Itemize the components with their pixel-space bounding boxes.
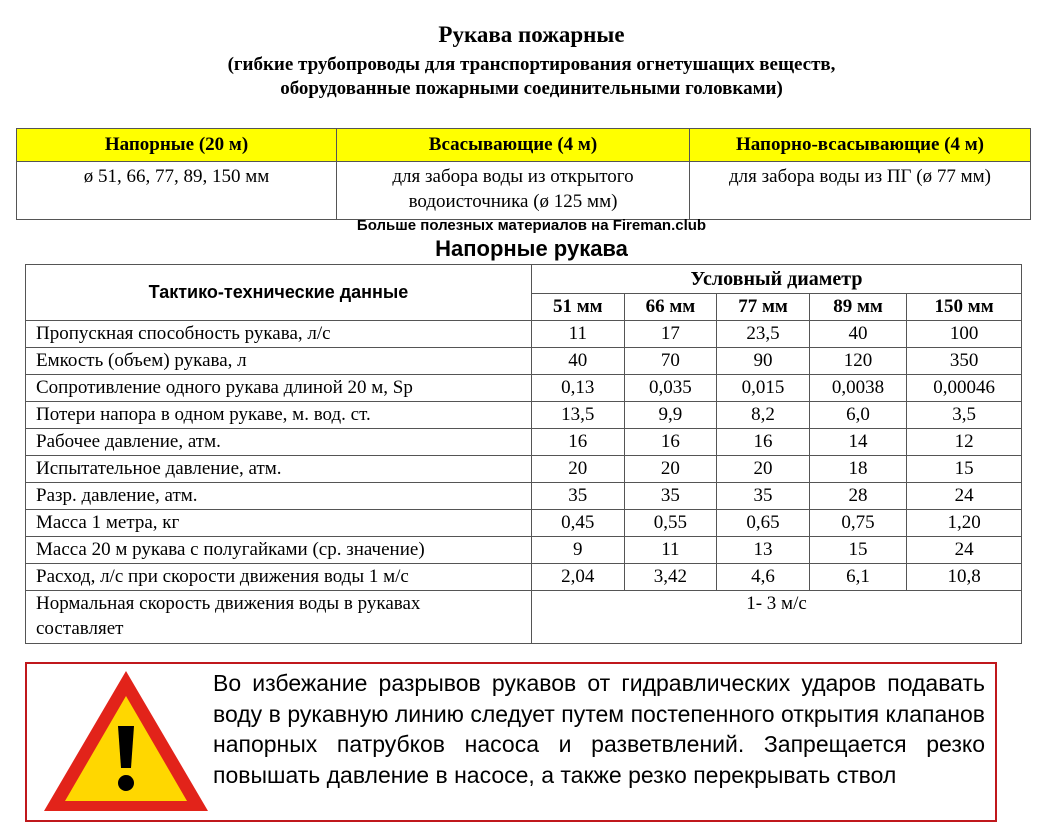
row-label: Масса 20 м рукава с полугайками (ср. значение) (26, 537, 532, 564)
table-row (26, 402, 1022, 429)
value-cell: 70 (624, 348, 717, 375)
row-label: Испытательное давление, атм. (26, 456, 532, 483)
type-desc-suction: для забора воды из открытого водоисточника (ø 125 мм) (337, 162, 690, 220)
row-label: Рабочее давление, атм. (26, 429, 532, 456)
value-cell: 120 (809, 348, 906, 375)
value-cell: 11 (624, 537, 717, 564)
value-cell: 15 (809, 537, 906, 564)
value-cell: 40 (532, 348, 625, 375)
value-cell: 16 (717, 429, 810, 456)
value-cell: 4,6 (717, 564, 810, 591)
page-title: Рукава пожарные (438, 22, 625, 47)
value-cell: 0,45 (532, 510, 625, 537)
row-label: Пропускная способность рукава, л/с (26, 321, 532, 348)
warning-triangle-icon (41, 668, 211, 814)
value-cell: 23,5 (717, 321, 810, 348)
speed-label (26, 591, 532, 644)
row-label: Емкость (объем) рукава, л (26, 348, 532, 375)
pressure-hoses-table (25, 264, 1022, 644)
row-label: Разр. давление, атм. (26, 483, 532, 510)
value-cell: 15 (907, 456, 1022, 483)
value-cell: 8,2 (717, 402, 810, 429)
value-cell: 9 (532, 537, 625, 564)
value-cell: 1,20 (907, 510, 1022, 537)
diameter-header: 150 мм (907, 294, 1022, 321)
row-label: Расход, л/с при скорости движения воды 1 м/с (26, 564, 532, 591)
value-cell: 20 (532, 456, 625, 483)
diameter-header: 51 мм (532, 294, 625, 321)
table-row (26, 537, 1022, 564)
hose-types-table (16, 128, 1031, 220)
value-cell: 0,65 (717, 510, 810, 537)
value-cell: 35 (532, 483, 625, 510)
table-row (26, 564, 1022, 591)
table-row-speed (26, 591, 1022, 644)
value-cell: 6,0 (809, 402, 906, 429)
value-cell: 17 (624, 321, 717, 348)
value-cell: 6,1 (809, 564, 906, 591)
value-cell: 20 (717, 456, 810, 483)
row-header-cell: Тактико-технические данные (26, 265, 532, 321)
value-cell: 14 (809, 429, 906, 456)
speed-label-line1: Нормальная скорость движения воды в рукавах (36, 593, 421, 614)
value-cell: 9,9 (624, 402, 717, 429)
value-cell: 16 (532, 429, 625, 456)
type-header-pressure-suction: Напорно-всасывающие (4 м) (690, 129, 1031, 162)
speed-value: 1- 3 м/с (532, 591, 1022, 644)
value-cell: 18 (809, 456, 906, 483)
page-subtitle-line1: (гибкие трубопроводы для транспортирования огнетушащих веществ, (227, 54, 836, 75)
section-title: Напорные рукава (435, 236, 628, 261)
value-cell: 10,8 (907, 564, 1022, 591)
value-cell: 13 (717, 537, 810, 564)
row-label: Потери напора в одном рукаве, м. вод. ст. (26, 402, 532, 429)
value-cell: 35 (717, 483, 810, 510)
value-cell: 16 (624, 429, 717, 456)
value-cell: 40 (809, 321, 906, 348)
value-cell: 0,015 (717, 375, 810, 402)
value-cell: 0,13 (532, 375, 625, 402)
warning-text: Во избежание разрывов рукавов от гидравлических ударов подавать воду в рукавную линию следует путем постепенного открытия клапанов напорных патрубков насоса и разветвлений. Запрещается резко повышать давление в насосе, а также резко перекрывать ствол (213, 670, 985, 788)
type-desc-pressure-suction: для забора воды из ПГ (ø 77 мм) (690, 162, 1031, 220)
value-cell: 3,42 (624, 564, 717, 591)
table-row (26, 483, 1022, 510)
value-cell: 0,00046 (907, 375, 1022, 402)
value-cell: 0,55 (624, 510, 717, 537)
row-label: Сопротивление одного рукава длиной 20 м, Sp (26, 375, 532, 402)
table-row (26, 429, 1022, 456)
value-cell: 20 (624, 456, 717, 483)
value-cell: 90 (717, 348, 810, 375)
table-row (26, 348, 1022, 375)
type-desc-pressure: ø 51, 66, 77, 89, 150 мм (17, 162, 337, 220)
value-cell: 24 (907, 537, 1022, 564)
table-row (26, 375, 1022, 402)
diameter-group-header: Условный диаметр (532, 265, 1022, 294)
value-cell: 100 (907, 321, 1022, 348)
value-cell: 0,035 (624, 375, 717, 402)
page-subtitle-line2: оборудованные пожарными соединительными головками) (280, 78, 783, 99)
type-header-pressure: Напорные (20 м) (17, 129, 337, 162)
table-row (26, 321, 1022, 348)
diameter-header: 66 мм (624, 294, 717, 321)
diameter-header: 77 мм (717, 294, 810, 321)
value-cell: 3,5 (907, 402, 1022, 429)
value-cell: 0,75 (809, 510, 906, 537)
value-cell: 13,5 (532, 402, 625, 429)
warning-box (25, 662, 997, 822)
value-cell: 350 (907, 348, 1022, 375)
value-cell: 2,04 (532, 564, 625, 591)
value-cell: 11 (532, 321, 625, 348)
table-row (26, 456, 1022, 483)
type-header-suction: Всасывающие (4 м) (337, 129, 690, 162)
speed-label-line2: составляет (36, 618, 124, 639)
value-cell: 24 (907, 483, 1022, 510)
value-cell: 35 (624, 483, 717, 510)
more-materials-link[interactable]: Больше полезных материалов на Fireman.club (356, 217, 707, 234)
value-cell: 28 (809, 483, 906, 510)
table-row (26, 510, 1022, 537)
diameter-header: 89 мм (809, 294, 906, 321)
value-cell: 12 (907, 429, 1022, 456)
row-label: Масса 1 метра, кг (26, 510, 532, 537)
value-cell: 0,0038 (809, 375, 906, 402)
